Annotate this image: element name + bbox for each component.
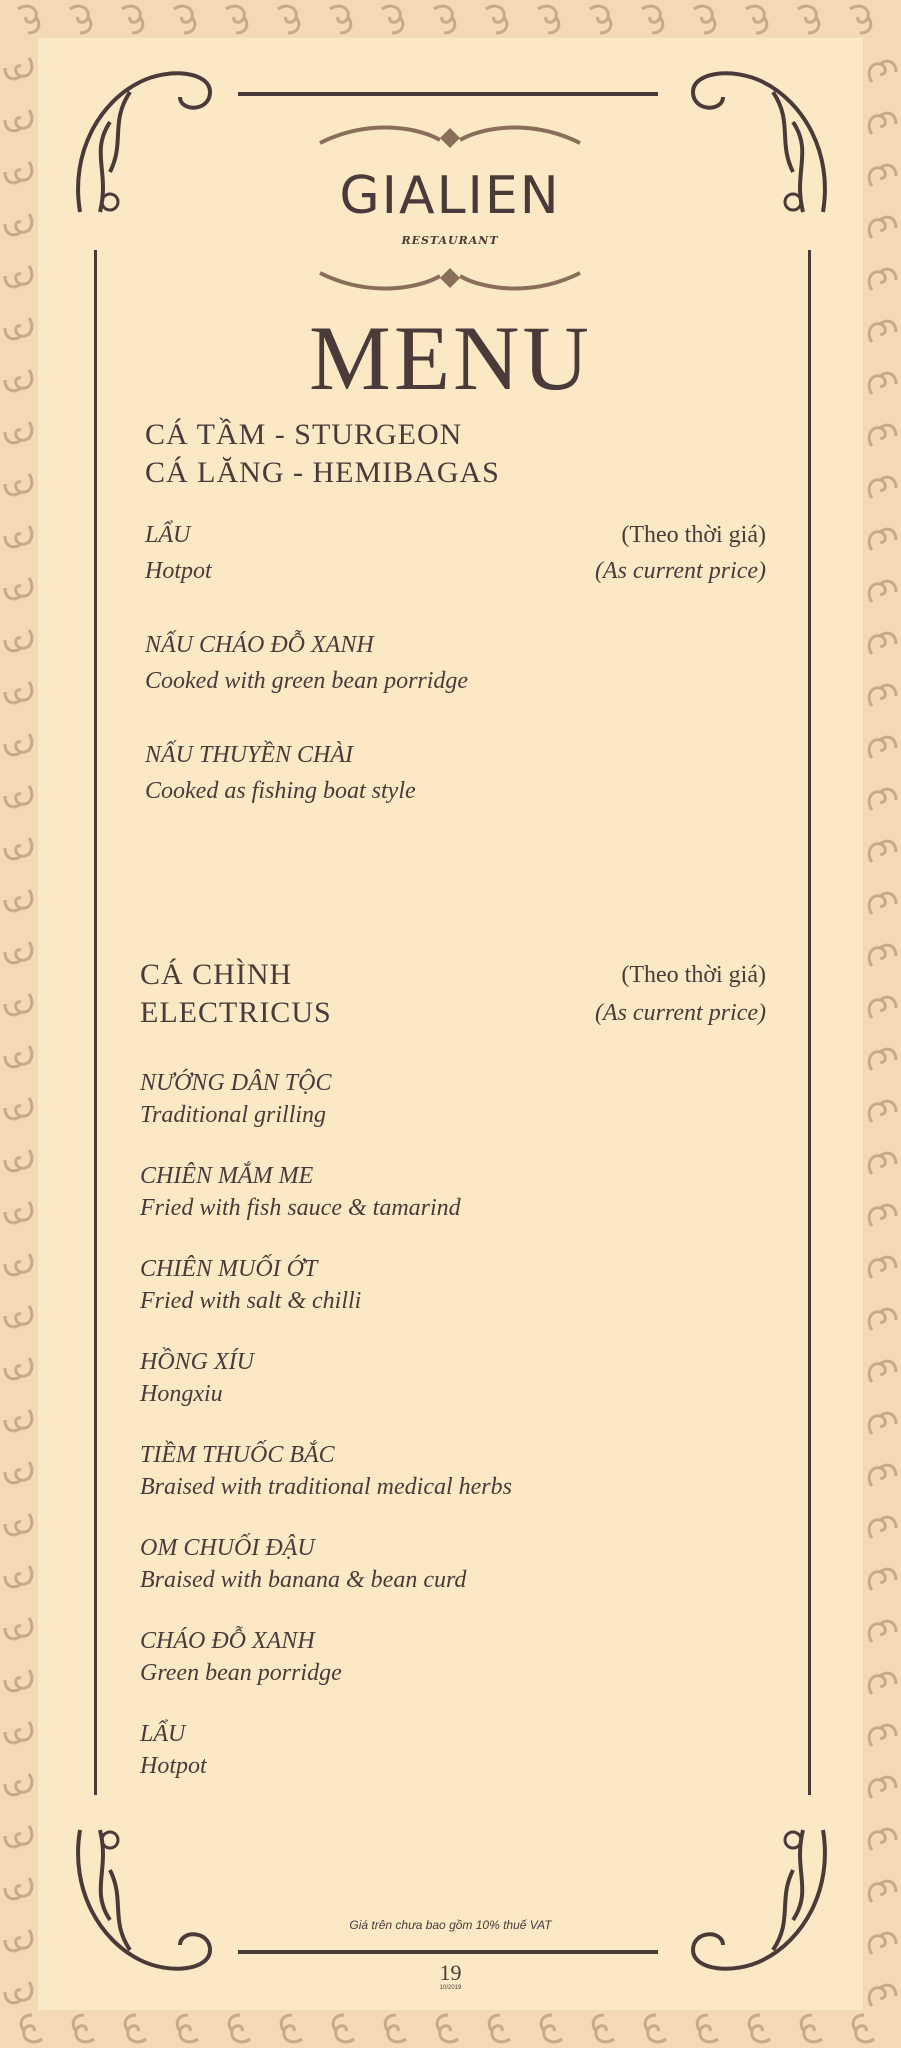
list-item-en: Cooked as fishing boat style bbox=[145, 778, 416, 804]
right-rule bbox=[808, 250, 811, 1795]
list-item-vn: TIỀM THUỐC BẮC bbox=[140, 1442, 335, 1468]
border-scroll-icon bbox=[5, 474, 32, 495]
logo-top-ornament-icon bbox=[310, 118, 590, 158]
list-item-en: Hotpot bbox=[140, 1753, 207, 1779]
border-scroll-icon bbox=[333, 2015, 354, 2042]
border-scroll-icon bbox=[5, 630, 32, 651]
border-scroll-icon bbox=[122, 6, 143, 33]
section1-price-en: (As current price) bbox=[594, 558, 766, 584]
list-item-en: Fried with salt & chilli bbox=[140, 1288, 362, 1314]
border-scroll-icon bbox=[869, 113, 896, 134]
border-scroll-icon bbox=[801, 2015, 822, 2042]
list-item-en: Braised with banana & bean curd bbox=[140, 1567, 467, 1593]
list-item-vn: CHIÊN MẮM ME bbox=[140, 1163, 314, 1189]
list-item-en: Braised with traditional medical herbs bbox=[140, 1474, 512, 1500]
border-scroll-icon bbox=[330, 6, 351, 33]
page-number: 19 bbox=[439, 1960, 462, 1985]
border-scroll-icon bbox=[869, 841, 896, 862]
border-scroll-icon bbox=[5, 266, 32, 287]
border-scroll-icon bbox=[869, 945, 896, 966]
restaurant-logo bbox=[310, 118, 590, 298]
section1-price-vn: (Theo thời giá) bbox=[621, 522, 766, 548]
border-scroll-icon bbox=[5, 1358, 32, 1379]
top-right-flourish-icon bbox=[683, 62, 833, 222]
border-scroll-icon bbox=[869, 1309, 896, 1330]
border-scroll-icon bbox=[5, 214, 32, 235]
border-scroll-icon bbox=[869, 1881, 896, 1902]
section1-heading-line1: CÁ TẦM - STURGEON bbox=[145, 418, 463, 451]
border-scroll-icon bbox=[5, 890, 32, 911]
list-item-en: Cooked with green bean porridge bbox=[145, 668, 469, 694]
border-scroll-icon bbox=[177, 2015, 198, 2042]
border-scroll-icon bbox=[5, 1670, 32, 1691]
list-item-vn: HỒNG XÍU bbox=[140, 1349, 254, 1375]
border-scroll-icon bbox=[5, 1098, 32, 1119]
border-scroll-icon bbox=[5, 682, 32, 703]
border-scroll-icon bbox=[541, 2015, 562, 2042]
list-item-vn: CHÁO ĐỖ XANH bbox=[140, 1628, 315, 1654]
list-item-en: Hongxiu bbox=[140, 1381, 223, 1407]
border-scroll-icon bbox=[869, 165, 896, 186]
border-scroll-icon bbox=[281, 2015, 302, 2042]
left-rule bbox=[94, 250, 97, 1795]
border-scroll-icon bbox=[746, 6, 767, 33]
border-scroll-icon bbox=[869, 61, 896, 82]
bottom-right-flourish-icon bbox=[683, 1820, 833, 1980]
border-scroll-icon bbox=[869, 1569, 896, 1590]
border-scroll-icon bbox=[5, 734, 32, 755]
border-scroll-icon bbox=[5, 526, 32, 547]
bottom-rule bbox=[238, 1950, 658, 1954]
border-scroll-icon bbox=[5, 1254, 32, 1275]
border-scroll-icon bbox=[869, 1517, 896, 1538]
border-scroll-icon bbox=[5, 1618, 32, 1639]
border-scroll-icon bbox=[697, 2015, 718, 2042]
border-scroll-icon bbox=[593, 2015, 614, 2042]
border-scroll-icon bbox=[5, 578, 32, 599]
logo-subtitle: RESTAURANT bbox=[401, 234, 499, 247]
border-scroll-icon bbox=[5, 58, 32, 79]
border-scroll-icon bbox=[869, 425, 896, 446]
border-scroll-icon bbox=[486, 6, 507, 33]
border-scroll-icon bbox=[869, 997, 896, 1018]
border-scroll-icon bbox=[869, 789, 896, 810]
border-scroll-icon bbox=[645, 2015, 666, 2042]
border-scroll-icon bbox=[869, 1777, 896, 1798]
border-scroll-icon bbox=[869, 1725, 896, 1746]
border-scroll-icon bbox=[694, 6, 715, 33]
border-scroll-icon bbox=[850, 6, 871, 33]
section2-price-en: (As current price) bbox=[594, 1000, 766, 1026]
vat-note: Giá trên chưa bao gồm 10% thuế VAT bbox=[349, 1918, 552, 1932]
border-scroll-icon bbox=[869, 893, 896, 914]
border-scroll-icon bbox=[278, 6, 299, 33]
border-scroll-icon bbox=[21, 2015, 42, 2042]
border-scroll-icon bbox=[382, 6, 403, 33]
border-scroll-icon bbox=[869, 581, 896, 602]
border-scroll-icon bbox=[869, 477, 896, 498]
border-scroll-icon bbox=[73, 2015, 94, 2042]
section2-price-vn: (Theo thời giá) bbox=[621, 962, 766, 988]
border-scroll-icon bbox=[869, 1049, 896, 1070]
border-scroll-icon bbox=[869, 1621, 896, 1642]
border-scroll-icon bbox=[590, 6, 611, 33]
border-scroll-icon bbox=[869, 1829, 896, 1850]
border-scroll-icon bbox=[5, 422, 32, 443]
list-item-en: Traditional grilling bbox=[140, 1102, 327, 1128]
border-scroll-icon bbox=[869, 685, 896, 706]
menu-title: MENU bbox=[309, 307, 592, 409]
border-scroll-icon bbox=[538, 6, 559, 33]
border-scroll-icon bbox=[489, 2015, 510, 2042]
list-item-en: Green bean porridge bbox=[140, 1660, 342, 1686]
logo-name: GIALIEN bbox=[339, 166, 561, 226]
top-left-flourish-icon bbox=[70, 62, 220, 222]
border-scroll-icon bbox=[869, 737, 896, 758]
border-scroll-icon bbox=[5, 1774, 32, 1795]
border-scroll-icon bbox=[70, 6, 91, 33]
border-scroll-icon bbox=[5, 1046, 32, 1067]
border-scroll-icon bbox=[5, 1826, 32, 1847]
border-scroll-icon bbox=[798, 6, 819, 33]
border-scroll-icon bbox=[385, 2015, 406, 2042]
border-scroll-icon bbox=[869, 1465, 896, 1486]
list-item-vn: NẤU THUYỀN CHÀI bbox=[145, 742, 354, 768]
list-item-vn: OM CHUỐI ĐẬU bbox=[140, 1535, 315, 1561]
border-scroll-icon bbox=[869, 1153, 896, 1174]
top-rule bbox=[238, 92, 658, 96]
border-scroll-icon bbox=[5, 838, 32, 859]
border-scroll-icon bbox=[869, 1101, 896, 1122]
border-scroll-icon bbox=[5, 1306, 32, 1327]
border-scroll-icon bbox=[5, 1930, 32, 1951]
list-item-vn: NẤU CHÁO ĐỖ XANH bbox=[145, 632, 374, 658]
border-scroll-icon bbox=[869, 269, 896, 290]
border-scroll-icon bbox=[869, 1413, 896, 1434]
border-scroll-icon bbox=[125, 2015, 146, 2042]
border-scroll-icon bbox=[642, 6, 663, 33]
border-scroll-icon bbox=[5, 786, 32, 807]
border-scroll-icon bbox=[437, 2015, 458, 2042]
border-scroll-icon bbox=[5, 1202, 32, 1223]
border-scroll-icon bbox=[869, 633, 896, 654]
border-scroll-icon bbox=[5, 1514, 32, 1535]
border-scroll-icon bbox=[749, 2015, 770, 2042]
border-scroll-icon bbox=[869, 1933, 896, 1954]
border-scroll-icon bbox=[869, 217, 896, 238]
list-item-vn: CHIÊN MUỐI ỚT bbox=[140, 1256, 318, 1282]
list-item-vn: LẨU bbox=[145, 522, 191, 548]
logo-bottom-ornament-icon bbox=[310, 258, 590, 298]
border-scroll-icon bbox=[5, 1722, 32, 1743]
bottom-left-flourish-icon bbox=[70, 1820, 220, 1980]
border-scroll-icon bbox=[5, 1410, 32, 1431]
border-scroll-icon bbox=[5, 994, 32, 1015]
border-scroll-icon bbox=[869, 1205, 896, 1226]
border-scroll-icon bbox=[853, 2015, 874, 2042]
section2-heading-line2: ELECTRICUS bbox=[140, 996, 332, 1029]
section2-heading-line1: CÁ CHÌNH bbox=[140, 958, 293, 991]
list-item-vn: LẨU bbox=[140, 1721, 186, 1747]
list-item-en: Fried with fish sauce & tamarind bbox=[140, 1195, 461, 1221]
border-scroll-icon bbox=[5, 1150, 32, 1171]
border-scroll-icon bbox=[869, 1361, 896, 1382]
border-scroll-icon bbox=[869, 1257, 896, 1278]
list-item-en: Hotpot bbox=[145, 558, 212, 584]
border-scroll-icon bbox=[18, 6, 39, 33]
page-date: 10/2019 bbox=[439, 1985, 462, 1991]
border-scroll-icon bbox=[869, 1673, 896, 1694]
border-scroll-icon bbox=[226, 6, 247, 33]
border-scroll-icon bbox=[5, 1878, 32, 1899]
section1-heading-line2: CÁ LĂNG - HEMIBAGAS bbox=[145, 456, 500, 489]
border-scroll-icon bbox=[5, 162, 32, 183]
border-scroll-icon bbox=[174, 6, 195, 33]
border-scroll-icon bbox=[5, 1462, 32, 1483]
border-scroll-icon bbox=[869, 529, 896, 550]
border-scroll-icon bbox=[5, 110, 32, 131]
list-item-vn: NƯỚNG DÂN TỘC bbox=[140, 1070, 332, 1096]
border-scroll-icon bbox=[229, 2015, 250, 2042]
border-scroll-icon bbox=[5, 1566, 32, 1587]
border-scroll-icon bbox=[434, 6, 455, 33]
border-scroll-icon bbox=[5, 942, 32, 963]
